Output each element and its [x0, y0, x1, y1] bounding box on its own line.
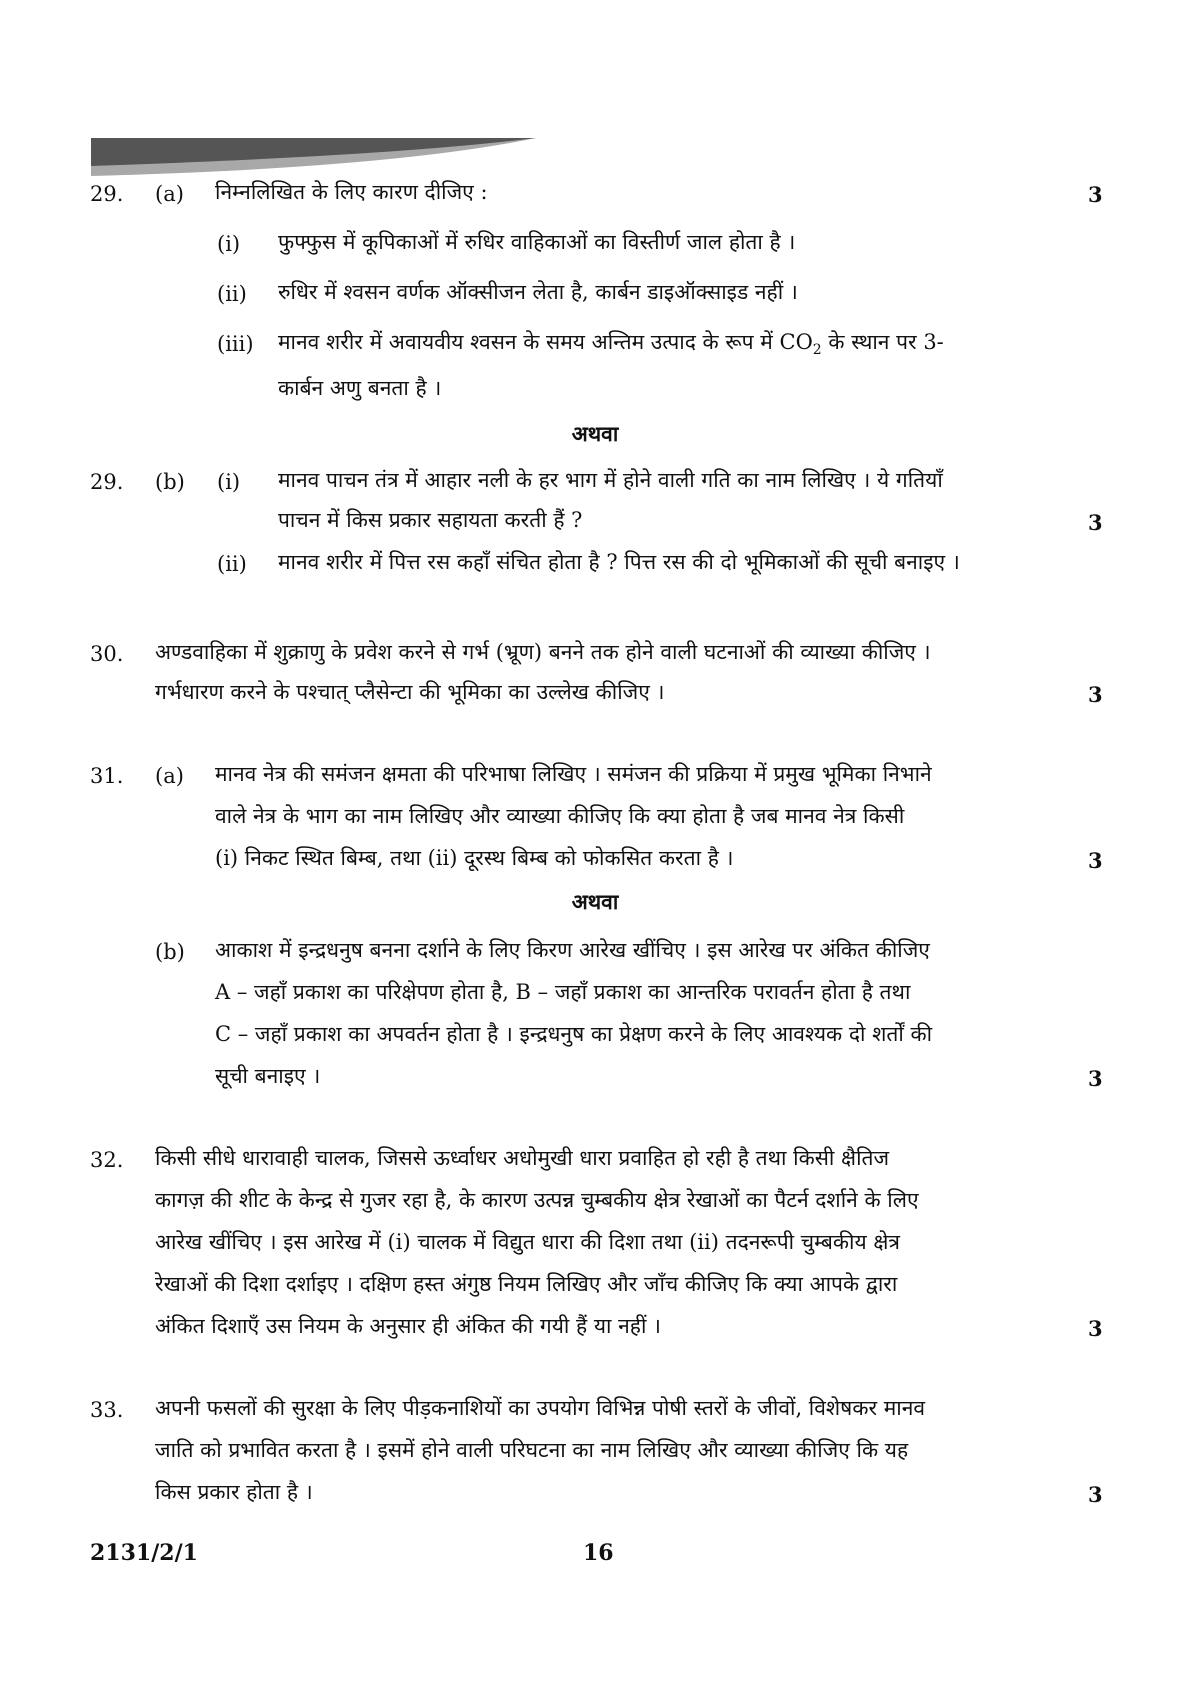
question-line: अण्डवाहिका में शुक्राणु के प्रवेश करने से गर्भ (भ्रूण) बनने तक होने वाली घटनाओं की व्याख्या कीजिए ।: [155, 640, 931, 664]
question-line: आरेख खींचिए । इस आरेख में (i) चालक में विद्युत धारा की दिशा तथा (ii) तदनरूपी चुम्बकीय क्षेत्र: [155, 1230, 900, 1254]
item-text: मानव शरीर में पित्त रस कहाँ संचित होता है ? पित्त रस की दो भूमिकाओं की सूची बनाइए ।: [278, 550, 960, 574]
question-part: (a): [155, 764, 184, 788]
question-number: 32.: [90, 1148, 124, 1172]
question-line: C – जहाँ प्रकाश का अपवर्तन होता है । इन्द्रधनुष का प्रेक्षण करने के लिए आवश्यक दो शर्तों की: [215, 1022, 933, 1046]
item-label: (ii): [217, 282, 247, 306]
question-part: (b): [155, 940, 185, 964]
question-mark: 3: [1088, 510, 1103, 535]
question-mark: 3: [1088, 1316, 1103, 1341]
question-mark: 3: [1088, 1066, 1103, 1091]
item-text: [278, 324, 944, 369]
item-label: (i): [217, 232, 241, 256]
question-line: किसी सीधे धारावाही चालक, जिससे ऊर्ध्वाधर अधोमुखी धारा प्रवाहित हो रही है तथा किसी क्षैतिज: [155, 1146, 890, 1170]
item-text: मानव पाचन तंत्र में आहार नली के हर भाग में होने वाली गति का नाम लिखिए । ये गतियाँ: [278, 468, 943, 492]
item-text: फुफ्फुस में कूपिकाओं में रुधिर वाहिकाओं का विस्तीर्ण जाल होता है ।: [278, 230, 796, 254]
question-mark: 3: [1088, 182, 1103, 207]
or-separator: अथवा: [571, 421, 619, 446]
question-line: आकाश में इन्द्रधनुष बनना दर्शाने के लिए किरण आरेख खींचिए । इस आरेख पर अंकित कीजिए: [215, 938, 930, 962]
paper-code: 2131/2/1: [90, 1540, 198, 1566]
question-number: 29.: [90, 182, 124, 206]
question-line: कागज़ की शीट के केन्द्र से गुजर रहा है, के कारण उत्पन्न चुम्बकीय क्षेत्र रेखाओं का पैटर्न दर्शाने के लिए: [155, 1188, 919, 1212]
question-line: सूची बनाइए ।: [215, 1064, 321, 1088]
question-mark: 3: [1088, 682, 1103, 707]
question-line: गर्भधारण करने के पश्चात् प्लैसेन्टा की भूमिका का उल्लेख कीजिए ।: [155, 680, 665, 704]
item-text-part: मानव शरीर में अवायवीय श्वसन के समय अन्तिम उत्पाद के रूप में CO: [278, 330, 813, 354]
page-number: 16: [583, 1540, 614, 1566]
question-number: 31.: [90, 764, 124, 788]
question-line: वाले नेत्र के भाग का नाम लिखिए और व्याख्या कीजिए कि क्या होता है जब मानव नेत्र किसी: [215, 804, 905, 828]
question-line: किस प्रकार होता है ।: [155, 1480, 313, 1504]
question-line: (i) निकट स्थित बिम्ब, तथा (ii) दूरस्थ बिम्ब को फोकसित करता है ।: [215, 846, 734, 870]
question-line: अपनी फसलों की सुरक्षा के लिए पीड़कनाशियों का उपयोग विभिन्न पोषी स्तरों के जीवों, विशेषकर मानव: [155, 1396, 926, 1420]
question-line: रेखाओं की दिशा दर्शाइए । दक्षिण हस्त अंगुष्ठ नियम लिखिए और जाँच कीजिए कि क्या आपके द्वारा: [155, 1272, 898, 1296]
question-number: 29.: [90, 470, 124, 494]
item-label: (i): [217, 470, 241, 494]
item-text-continuation: पाचन में किस प्रकार सहायता करती हैं ?: [278, 508, 583, 532]
question-line: A – जहाँ प्रकाश का परिक्षेपण होता है, B – जहाँ प्रकाश का आन्तरिक परावर्तन होता है तथा: [215, 980, 911, 1004]
item-label: (ii): [217, 552, 247, 576]
question-intro: निम्नलिखित के लिए कारण दीजिए :: [215, 180, 488, 204]
question-part: (a): [155, 182, 184, 206]
item-label: (iii): [217, 332, 254, 356]
item-text-part: के स्थान पर 3-: [821, 330, 944, 354]
question-line: अंकित दिशाएँ उस नियम के अनुसार ही अंकित की गयी हैं या नहीं ।: [155, 1314, 662, 1338]
question-line: मानव नेत्र की समंजन क्षमता की परिभाषा लिखिए । समंजन की प्रक्रिया में प्रमुख भूमिका निभाने: [215, 762, 932, 786]
or-separator: अथवा: [571, 889, 619, 914]
question-mark: 3: [1088, 1482, 1103, 1507]
question-mark: 3: [1088, 848, 1103, 873]
question-number: 33.: [90, 1398, 124, 1422]
question-number: 30.: [90, 642, 124, 666]
question-line: जाति को प्रभावित करता है । इसमें होने वाली परिघटना का नाम लिखिए और व्याख्या कीजिए कि यह: [155, 1438, 909, 1462]
header-wedge-decoration: [91, 138, 536, 176]
question-part: (b): [155, 470, 185, 494]
item-text-continuation: कार्बन अणु बनता है ।: [278, 376, 442, 400]
item-text: रुधिर में श्वसन वर्णक ऑक्सीजन लेता है, कार्बन डाइऑक्साइड नहीं ।: [278, 280, 798, 304]
subscript: 2: [812, 342, 822, 359]
